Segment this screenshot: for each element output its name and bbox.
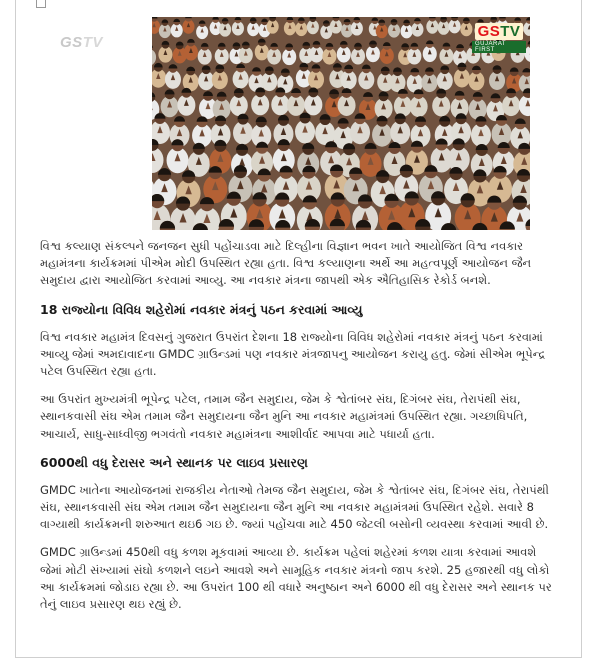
section-heading: 18 રાજ્યોના વિવિધ શહેરોમાં નવકાર મંત્રનું પઠન કરવામાં આવ્યુ	[40, 301, 363, 317]
article-paragraph: વિશ્વ નવકાર મહામંત્ર દિવસનું ગુજરાત ઉપરાંત દેશના 18 રાજ્યોના વિવિધ શહેરોમાં નવકાર મંત્રનું પઠન કરવામાં આવ્યુ જેમાં અમદાવાદના GMDC ગ્રાઉન્ડમાં પણ નવકાર મંત્રજાપનુ આયોજન કરાયુ હતુ. જેમાં સીએમ ભૂપેન્દ્ર પટેલ ઉપસ્થિત રહ્યા હતા.	[40, 329, 546, 379]
article-paragraph: GMDC ગ્રાઉન્ડમાં 450થી વધુ કળશ મૂકવામાં આવ્યા છે. કાર્યક્રમ પહેલાં શહેરમાં કળશ યાત્રા કરવામાં આવશે જેમાં મોટી સંખ્યામાં સંઘો કળશને લઇને આવશે અને સામૂહિક નવકાર મંત્રનો જાપ કરશે. 25 હજારથી વધુ લોકો આ કાર્યક્રમમાં જોડાઇ રહ્યા છે. આ ઉપરાંત 100 થી વધારે અનુષ્ઠાન અને 6000 થી વધુ દેરાસર અને સ્થાનક પર તેનું લાઇવ પ્રસારણ થઇ રહ્યું છે.	[40, 545, 552, 612]
gstv-logo-watermark: GS TV	[60, 33, 103, 51]
article-paragraph: GMDC ખાતેના આયોજનમાં રાજકીય નેતાઓ તેમજ જૈન સમુદાય, જેમ કે શ્વેતાંબર સંઘ, દિગંબર સંઘ, તેરાપંથી સંઘ, સ્થાનકવાસી સંઘ એમ તમામ જૈન સમુદાયના જૈન મુનિ આ નવકાર મહામંત્રમાં ઉપસ્થિત રહેશે. સવારે 8 વાગ્યાથી કાર્યક્રમની શરુઆત થઇ6 ગઇ છે. જ્યાં પહોંચવા માટે 450 જેટલી બસોની વ્યવસ્થા કરવામાં આવી છે.	[40, 482, 549, 532]
corner-marker	[36, 0, 46, 8]
section-heading: 6000થી વધુ દેરાસર અને સ્થાનક પર લાઇવ પ્રસારણ	[40, 454, 308, 470]
article-body	[40, 238, 558, 624]
gstv-logo: GSTV GUJARAT FIRST	[472, 23, 526, 55]
crowd-photo	[152, 17, 530, 230]
article-paragraph: આ ઉપરાંત મુખ્યમંત્રી ભૂપેન્દ્ર પટેલ, તમામ જૈન સમુદાય, જેમ કે શ્વેતાંબર સંઘ, દિગંબર સંઘ, તેરાપંથી સંઘ, સ્થાનકવાસી સંઘ એમ તમામ જૈન સમુદાયના જૈન મુનિ આ નવકાર મહામંત્રમાં ઉપસ્થિત રહ્યા. ગચ્છાધિપતિ, આચાર્ય, સાધુ-સાધ્વીજી ભગવંતો નવકાર મહામંત્રના આશીર્વાદ આપવા માટે પધાર્યા હતા.	[40, 392, 528, 441]
article-paragraph: વિશ્વ કલ્યાણ સંકલ્પને જનજન સુધી પહોંચાડવા માટે દિલ્હીના વિજ્ઞાન ભવન ખાતે આયોજિત વિશ્વ નવકાર મહામંત્રના કાર્યક્રમમાં પીએમ મોદી ઉપસ્થિત રહ્યા હતા. વિશ્વ કલ્યાણના અર્થે આ મહત્વપૂર્ણ આયોજન જૈન સમુદાય દ્વારા આયોજિત કરવામાં આવ્યુ. આ નવકાર મંત્રના જાપથી એક ઐતિહાસિક રેકોર્ડ બનશે.	[40, 239, 532, 288]
